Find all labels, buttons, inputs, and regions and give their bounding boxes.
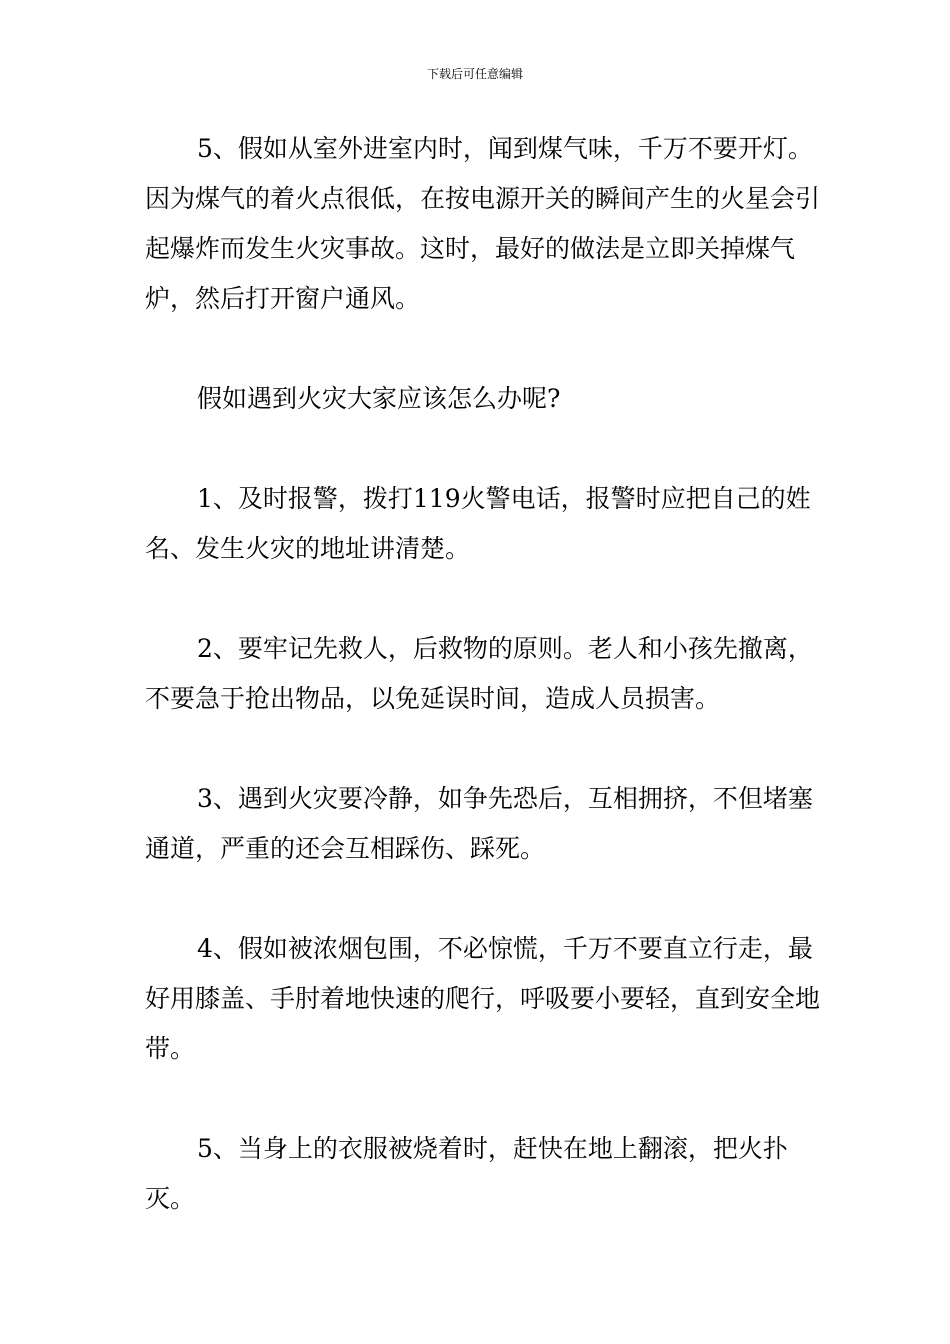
- paragraph-gas-smell: 5、假如从室外进室内时，闻到煤气味，千万不要开灯。因为煤气的着火点很低，在按电源开关的瞬间产生的火星会引起爆炸而发生火灾事故。这时，最好的做法是立即关掉煤气炉，然后打开窗户通风。: [145, 134, 821, 313]
- paragraph-save-people-first: 2、要牢记先救人，后救物的原则。老人和小孩先撤离，不要急于抢出物品，以免延误时间，造成人员损害。: [145, 634, 813, 713]
- document-body: [145, 124, 825, 1224]
- paragraph-question: 假如遇到火灾大家应该怎么办呢?: [197, 384, 561, 413]
- paragraph-call-119: 1、及时报警，拨打119火警电话，报警时应把自己的姓名、发生火灾的地址讲清楚。: [145, 484, 811, 563]
- paragraph-smoke-crawl: 4、假如被浓烟包围，不必惊慌，千万不要直立行走，最好用膝盖、手肘着地快速的爬行，呼吸要小要轻，直到安全地带。: [145, 934, 821, 1063]
- paragraph-clothes-on-fire: 5、当身上的衣服被烧着时，赶快在地上翻滚，把火扑灭。: [145, 1134, 788, 1213]
- page-header: 下载后可任意编辑: [426, 67, 523, 81]
- paragraph-stay-calm: 3、遇到火灾要冷静，如争先恐后，互相拥挤，不但堵塞通道，严重的还会互相踩伤、踩死。: [145, 784, 813, 863]
